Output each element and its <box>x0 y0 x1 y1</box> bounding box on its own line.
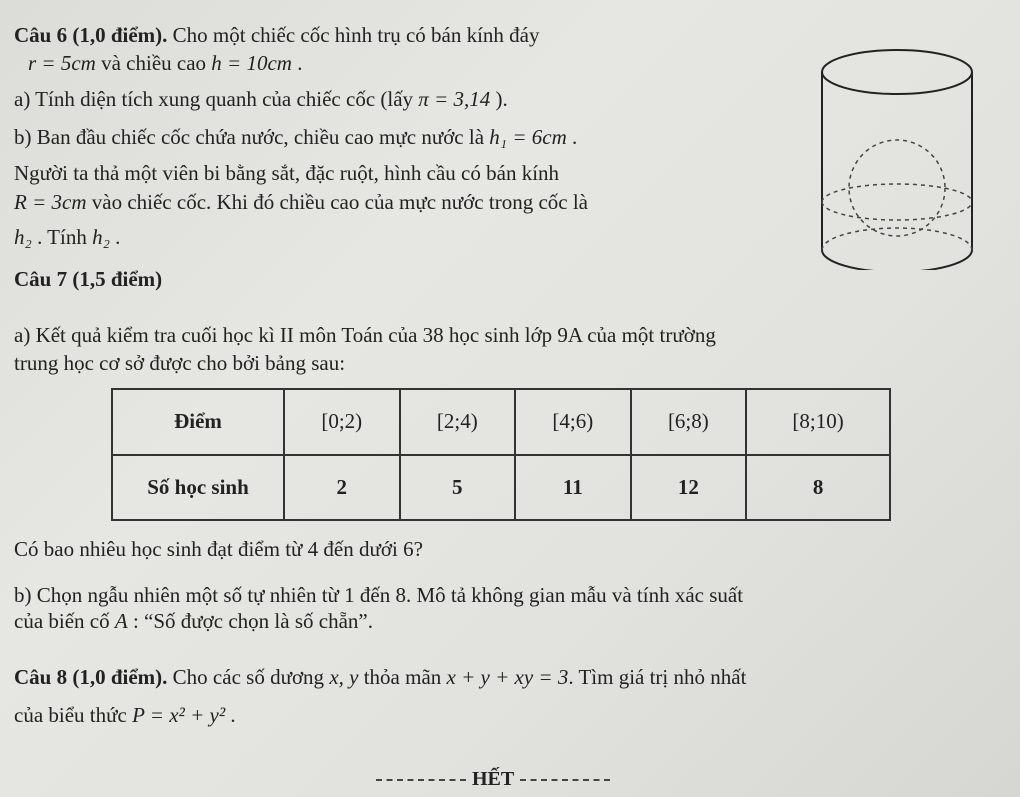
q6-text-1: Cho một chiếc cốc hình trụ có bán kính đáy <box>167 23 540 47</box>
score-table <box>111 388 891 521</box>
q6-line-4 <box>14 124 577 150</box>
q6-sphere-radius: R = 3cm <box>14 190 87 214</box>
table-header-label: Điểm <box>112 389 284 455</box>
q6-title: Câu 6 (1,0 điểm). <box>14 23 168 47</box>
q8-vars: x, y <box>329 665 359 689</box>
dash-right <box>520 779 610 781</box>
table-interval: [0;2) <box>284 389 400 455</box>
q6-h2-ask: h₂ <box>92 225 110 249</box>
q8-expression: P = x² + y² <box>132 703 226 727</box>
q8-text-3: . Tìm giá trị nhỏ nhất <box>568 665 747 689</box>
q6-h2: h₂ <box>14 225 32 249</box>
table-count: 11 <box>515 455 631 521</box>
q6-text-6: vào chiếc cốc. Khi đó chiều cao của mực nước trong cốc là <box>86 190 588 214</box>
q6-line-7 <box>14 224 120 250</box>
q6-text-2-end: . <box>291 51 303 75</box>
q6-text-2: và chiều cao <box>95 51 212 75</box>
table-interval: [2;4) <box>400 389 516 455</box>
table-interval: [4;6) <box>515 389 631 455</box>
q7-line-1: a) Kết quả kiểm tra cuối học kì II môn Toán của 38 học sinh lớp 9A của một trường <box>14 323 716 347</box>
table-count: 12 <box>631 455 747 521</box>
q8-line-2 <box>14 702 236 728</box>
table-row <box>112 455 890 521</box>
end-label: HẾT <box>472 768 515 790</box>
q6-pi: π = 3,14 <box>418 87 491 111</box>
q6-part-a-end: ). <box>490 87 508 111</box>
table-row-label: Số học sinh <box>112 455 284 521</box>
q8-title: Câu 8 (1,0 điểm). <box>14 665 168 689</box>
q6-part-b-end: . <box>566 125 578 149</box>
water-level <box>822 184 972 202</box>
q6-part-a: a) Tính diện tích xung quanh của chiếc cốc (lấy <box>14 87 419 111</box>
table-interval: [8;10) <box>746 389 890 455</box>
q8-text-2: thỏa mãn <box>358 665 447 689</box>
dash-left <box>376 779 466 781</box>
q7-b-text: của biến cố <box>14 609 115 633</box>
q8-line-1 <box>14 664 746 690</box>
table-count: 2 <box>284 455 400 521</box>
cylinder-figure <box>812 30 982 270</box>
q6-radius: r = 5cm <box>28 51 96 75</box>
q7-b-line-1: b) Chọn ngẫu nhiên một số tự nhiên từ 1 đến 8. Mô tả không gian mẫu và tính xác suất <box>14 583 744 607</box>
end-marker <box>370 768 616 791</box>
q6-line-6 <box>14 189 588 215</box>
table-count: 8 <box>746 455 890 521</box>
q7-question: Có bao nhiêu học sinh đạt điểm từ 4 đến dưới 6? <box>14 537 423 561</box>
q7-event-a: A <box>114 609 128 633</box>
q8-text-1: Cho các số dương <box>167 665 330 689</box>
table-interval: [6;8) <box>631 389 747 455</box>
table-count: 5 <box>400 455 516 521</box>
q7-event-desc: : “Số được chọn là số chẵn”. <box>127 609 373 633</box>
table-row <box>112 389 890 455</box>
q6-line-5: Người ta thả một viên bi bằng sắt, đặc ruột, hình cầu có bán kính <box>14 161 560 185</box>
q6-part-b: b) Ban đầu chiếc cốc chứa nước, chiều cao mực nước là <box>14 125 490 149</box>
q6-text-7-end: . <box>109 225 121 249</box>
q6-line-1 <box>14 22 540 48</box>
q7-line-2: trung học cơ sở được cho bởi bảng sau: <box>14 351 346 375</box>
q8-text-5: . <box>225 703 236 727</box>
q6-line-2 <box>28 50 302 76</box>
q6-line-3 <box>14 86 508 112</box>
q6-text-7: . Tính <box>31 225 93 249</box>
q7-b-line-2 <box>14 608 373 634</box>
q8-text-4: của biểu thức <box>14 703 133 727</box>
q6-h1: h₁ = 6cm <box>489 125 567 149</box>
sphere-outline <box>849 140 945 236</box>
q6-height: h = 10cm <box>211 51 292 75</box>
q7-title: Câu 7 (1,5 điểm) <box>14 267 163 291</box>
q8-condition: x + y + xy = 3 <box>446 665 569 689</box>
